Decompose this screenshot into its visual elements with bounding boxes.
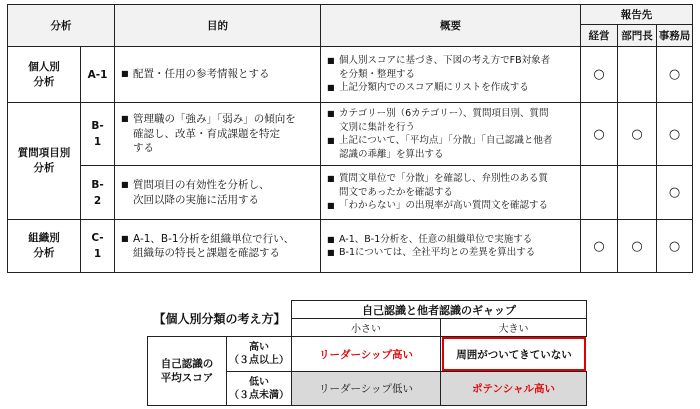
header-analysis [7,4,115,47]
summary-bullet-line: A-1、B-1分析を、任意の組織単位で実施する [339,233,533,245]
code-cell [80,102,115,166]
header-analysis-label: 分析 [50,20,72,32]
report-circle-icon: ○ [593,238,605,254]
report-circle-icon: ○ [593,126,605,142]
gap-large-header [440,318,587,337]
bullet-square-icon: ■ [121,114,129,124]
purpose-bullet-text [133,232,316,261]
header-secretariat [656,24,693,47]
report-circle-icon: ○ [668,185,681,200]
code-cell [80,46,115,103]
matrix-title [147,300,292,337]
bullet-square-icon: ■ [121,233,129,243]
low-line: 低い [249,376,269,388]
purpose-bullet-item [121,67,316,82]
code-text [91,118,103,150]
code-text [88,67,108,83]
report-circle-icon: ○ [631,238,643,254]
report-cell [617,102,657,166]
summary-bullet-text [339,233,576,247]
code-cell [80,165,115,220]
purpose-bullet-item [121,232,316,261]
gap-small-header [291,318,441,337]
bullet-square-icon: ■ [121,180,129,189]
summary-bullet-line: 認識の乖離」を算出する [339,148,444,160]
category-cell [7,102,81,220]
summary-bullet-text [339,199,576,213]
header-dept-head-label: 部門長 [621,30,653,42]
category-text [28,231,60,261]
low-line: （３点未満） [229,389,289,401]
code-line: B- [91,120,104,132]
report-circle-icon: ○ [668,126,681,142]
category-cell [7,219,81,273]
code-line: C- [91,232,104,244]
high-text [229,341,289,367]
category-cell [7,46,81,103]
category-line: 分析 [33,75,55,88]
code-line: B- [91,178,104,191]
purpose-bullet-line: 確認し、改革・育成課題を特定 [133,127,280,140]
self-score-label [147,336,227,406]
report-cell [580,102,618,166]
gap-header-text: 自己認識と他者認識のギャップ [362,303,516,317]
bullet-square-icon: ■ [327,201,335,211]
summary-bullet-item [327,54,576,81]
summary-bullet-item [327,233,576,247]
purpose-bullet-item [121,112,316,156]
report-cell [656,165,693,220]
summary-cell [320,165,581,220]
summary-bullet-item [327,172,576,199]
purpose-bullet-line: する [133,142,154,155]
summary-bullet-text [339,134,576,161]
header-management [580,24,618,47]
cell-low-small-text: リーダーシップ低い [318,383,414,395]
low-text [229,376,289,402]
report-cell [580,219,618,273]
purpose-cell [114,102,321,166]
summary-bullet-line: 問文であったかを確認する [339,186,453,198]
report-cell [617,219,657,273]
report-cell [617,46,657,103]
summary-bullet-line: カテゴリー別（6カテゴリー）、質問項目別、質問 [339,108,549,119]
cell-low-large-text: ポテンシャル高い [471,383,555,395]
summary-bullet-text [339,54,576,81]
bullet-square-icon: ■ [327,248,335,257]
code-line: 2 [93,194,102,207]
report-circle-icon: ○ [593,67,605,82]
summary-bullet-line: 質問文単位で「分散」を確認し、弁別性のある質 [339,173,549,185]
report-circle-icon: ○ [631,126,643,142]
category-line: 組織別 [28,232,60,244]
code-line: 1 [93,136,102,148]
bullet-square-icon: ■ [327,109,335,118]
code-line: 1 [93,248,102,260]
header-report-to [580,4,693,25]
bullet-square-icon: ■ [327,174,335,184]
bullet-square-icon: ■ [327,56,335,66]
summary-bullet-line: 「わからない」の出現率が高い質問文を確認する [339,200,549,212]
high-label [226,336,292,372]
category-line: 分析 [33,247,55,259]
purpose-bullet-text [133,67,316,82]
purpose-bullet-item [121,178,316,207]
summary-bullet-line: 個人別スコアに基づき、下図の考え方でFB対象者 [339,55,551,67]
self-score-text [161,357,214,385]
purpose-cell [114,46,321,103]
summary-bullet-text [339,172,576,199]
cell-low-small [291,371,441,406]
purpose-bullet-text [133,112,316,156]
purpose-bullet-line: 配置・任用の参考情報とする [133,68,270,81]
purpose-bullet-line: 次回以降の実施に活用する [133,193,259,206]
purpose-cell [114,165,321,220]
summary-cell [320,219,581,273]
cell-high-large-text: 周囲がついてきていない [456,348,572,361]
gap-header [291,300,587,319]
category-line: 質問項目別 [17,147,71,159]
matrix-title-text: 【個人別分類の考え方】 [153,312,286,326]
summary-bullet-item [327,81,576,95]
summary-bullet-line: を分類・整理する [339,68,416,80]
report-circle-icon: ○ [668,67,681,82]
purpose-bullet-line: 質問項目の有効性を分析し、 [133,179,270,191]
header-dept-head [617,24,657,47]
code-text [91,177,103,209]
summary-bullet-item [327,199,576,213]
bullet-square-icon: ■ [327,83,335,93]
report-cell [580,165,618,220]
summary-bullet-line: 上記分類内でのスコア順にリストを作成する [339,82,529,94]
report-cell [580,46,618,103]
summary-cell [320,46,581,103]
header-secretariat-label: 事務局 [658,30,691,42]
category-text [28,60,60,90]
purpose-bullet-line: 組織毎の特長と課題を確認する [133,247,280,259]
gap-large-text: 大きい [498,324,529,335]
summary-bullet-item [327,107,576,134]
summary-bullet-item [327,134,576,161]
cell-high-small-text: リーダーシップ高い [318,348,414,361]
bullet-square-icon: ■ [327,234,335,244]
high-line: 高い [249,342,269,353]
summary-bullet-text [339,81,576,95]
summary-cell [320,102,581,166]
summary-bullet-item [327,246,576,260]
summary-bullet-text [339,107,576,134]
header-report-to-label: 報告先 [620,9,653,21]
report-cell [617,165,657,220]
high-line: （３点以上） [229,355,289,366]
summary-bullet-line: B-1については、全社平均との差異を算出する [339,247,536,258]
purpose-bullet-line: 管理職の「強み」「弱み」の傾向を [133,113,296,126]
report-circle-icon: ○ [668,238,681,254]
header-management-label: 経営 [588,30,610,42]
self-score-line: 自己認識の [160,358,214,370]
category-line: 分析 [33,162,55,174]
report-cell [656,46,693,103]
header-purpose [114,4,321,47]
code-line: A-1 [87,68,108,81]
report-cell [656,102,693,166]
gap-small-text: 小さい [351,324,381,335]
bullet-square-icon: ■ [327,136,335,145]
self-score-line: 平均スコア [160,372,214,384]
header-summary-label: 概要 [440,20,461,32]
code-text [91,230,103,262]
summary-bullet-line: 文別に集計を行う [339,121,416,133]
low-label [226,371,292,406]
purpose-bullet-text [133,178,316,207]
cell-high-small [291,336,441,372]
header-summary [320,4,581,47]
bullet-square-icon: ■ [121,69,129,79]
purpose-bullet-line: A-1、B-1分析を組織単位で行い、 [133,232,295,245]
category-text [18,146,71,176]
summary-bullet-text [339,246,576,260]
code-cell [80,219,115,273]
category-line: 個人別 [28,60,60,73]
cell-high-large [442,337,586,371]
report-cell [656,219,693,273]
summary-bullet-line: 上記について、「平均点」「分散」「自己認識と他者 [339,135,553,146]
purpose-cell [114,219,321,273]
cell-low-large [440,371,587,406]
header-purpose-label: 目的 [207,20,228,32]
